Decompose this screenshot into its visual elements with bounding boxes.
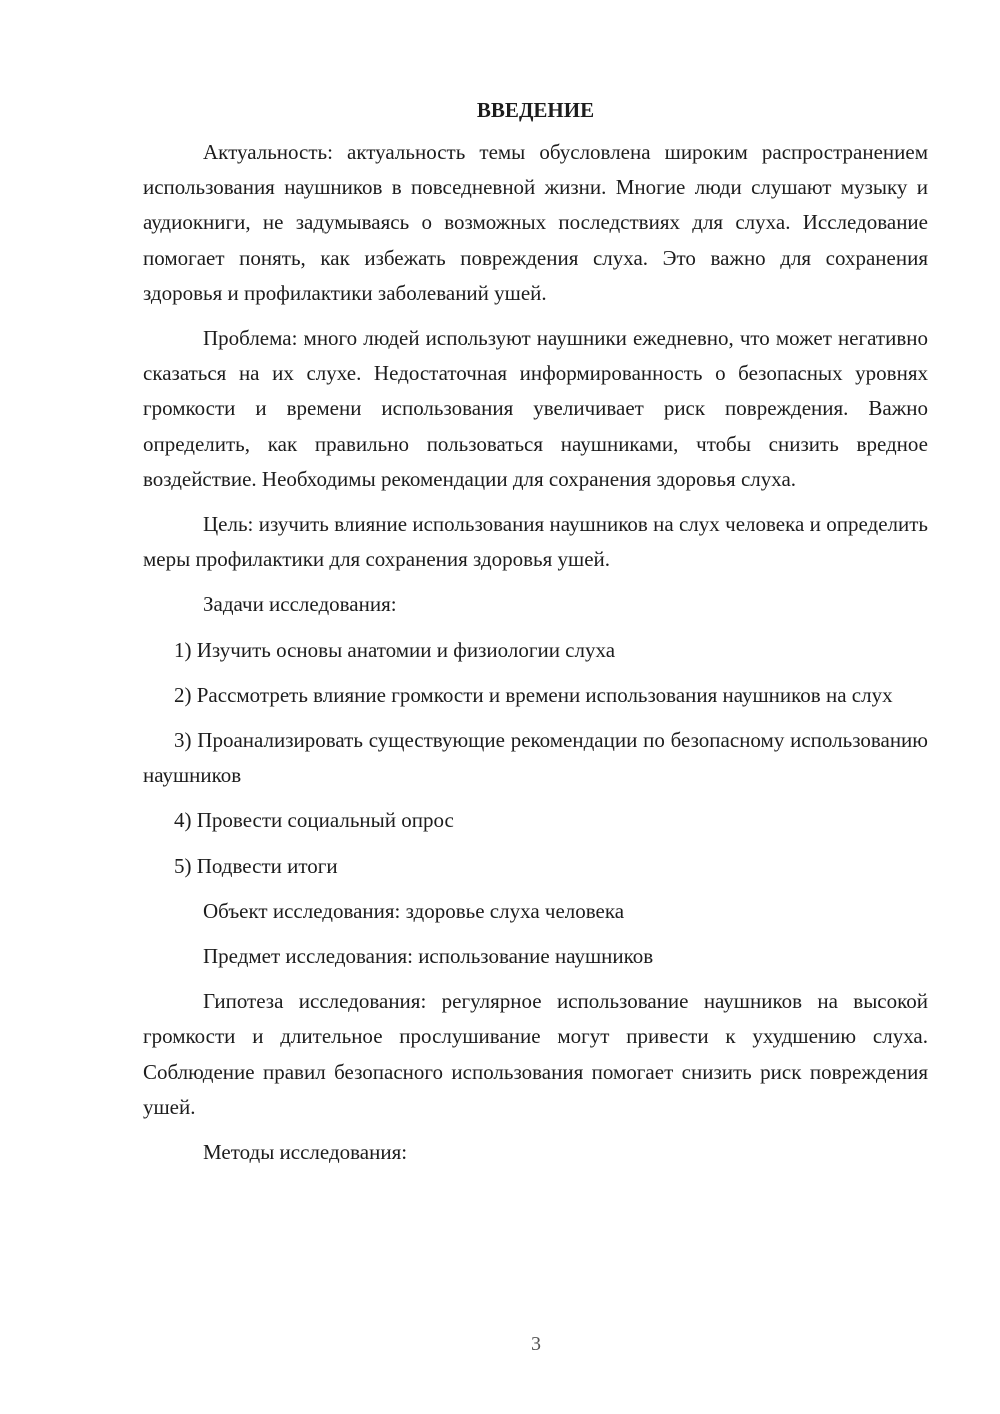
hypothesis-paragraph: Гипотеза исследования: регулярное использование наушников на высокой громкости и длительное прослушивание могут привести к ухудшению слуха. Соблюдение правил безопасного использования помогает снизить риск повреждения ушей. [143,989,928,1119]
task-item-2: 2) Рассмотреть влияние громкости и времени использования наушников на слух [174,682,893,707]
page-number: 3 [531,1333,541,1355]
tasks-heading: Задачи исследования: [203,592,397,617]
research-object: Объект исследования: здоровье слуха человека [203,898,625,923]
problem-paragraph: Проблема: много людей используют наушники ежедневно, что может негативно сказаться на их слухе. Недостаточная информированность о безопасных уровнях громкости и времени использования увеличивает риск повреждения. Важно определить, как правильно пользоваться наушниками, чтобы снизить вредное воздействие. Необходимы рекомендации для сохранения здоровья слуха. [143,326,928,491]
task-item-1: 1) Изучить основы анатомии и физиологии слуха [174,637,616,662]
page-content [143,95,928,1180]
methods-heading: Методы исследования: [203,1140,408,1165]
page-title: ВВЕДЕНИЕ [476,98,595,122]
task-item-3: 3) Проанализировать существующие рекомендации по безопасному использованию наушников [143,728,928,788]
task-item-5: 5) Подвести итоги [174,853,338,878]
goal-paragraph: Цель: изучить влияние использования наушников на слух человека и определить меры профилактики для сохранения здоровья ушей. [143,512,928,572]
relevance-paragraph: Актуальность: актуальность темы обусловлена широким распространением использования наушников в повседневной жизни. Многие люди слушают музыку и аудиокниги, не задумываясь о возможных последствиях для слуха. Исследование помогает понять, как избежать повреждения слуха. Это важно для сохранения здоровья и профилактики заболеваний ушей. [143,140,928,305]
research-subject: Предмет исследования: использование наушников [203,944,654,969]
task-item-4: 4) Провести социальный опрос [174,808,454,833]
